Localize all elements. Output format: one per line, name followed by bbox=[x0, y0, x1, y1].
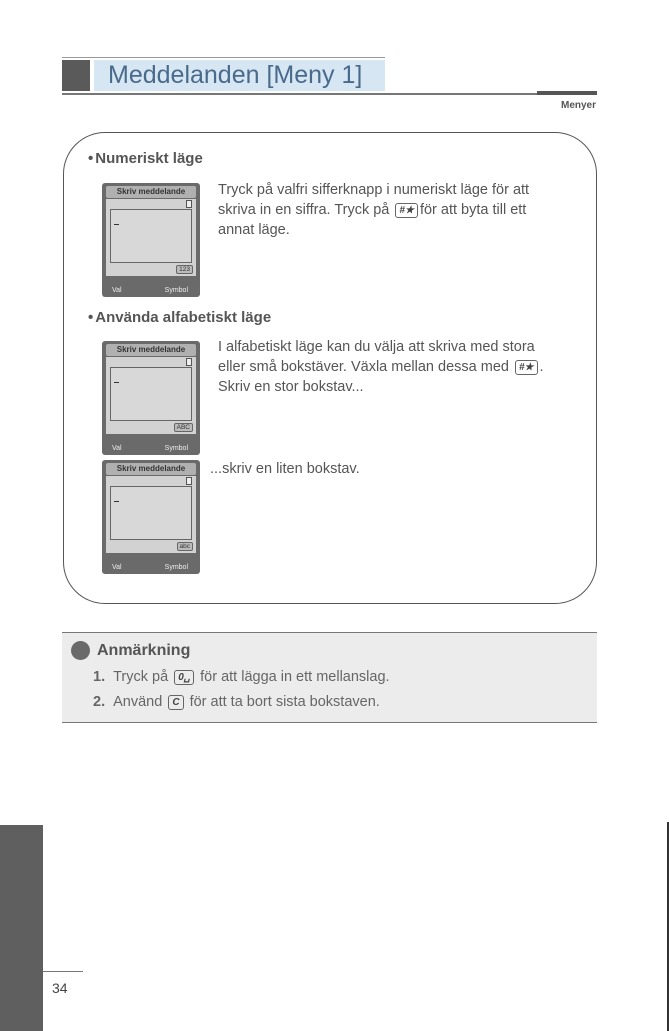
phone-screen-lowercase bbox=[102, 460, 200, 574]
note-item bbox=[93, 694, 380, 710]
phone-text-field bbox=[110, 486, 192, 540]
phone-screen-numeric bbox=[102, 183, 200, 297]
note-bullet-icon bbox=[71, 641, 90, 660]
softkey-left: Val bbox=[112, 287, 122, 294]
softkey-left: Val bbox=[112, 564, 122, 571]
alpha-heading-text: Använda alfabetiskt läge bbox=[95, 309, 272, 326]
clear-key-icon: C bbox=[168, 695, 183, 710]
document-icon bbox=[186, 477, 192, 485]
bullet-icon: • bbox=[88, 150, 94, 167]
note-item-text: för att ta bort sista bokstaven. bbox=[189, 694, 380, 710]
chapter-side-tab bbox=[0, 825, 43, 1031]
input-mode-indicator: ABC bbox=[174, 423, 193, 432]
phone-text-field bbox=[110, 367, 192, 421]
text-cursor bbox=[114, 224, 119, 225]
phone-display bbox=[106, 199, 196, 276]
section-label: Menyer bbox=[560, 100, 596, 111]
phone-display bbox=[106, 476, 196, 553]
softkey-right: Symbol bbox=[164, 287, 188, 294]
note-item bbox=[93, 669, 390, 685]
phone-display bbox=[106, 357, 196, 434]
numeric-heading-text: Numeriskt läge bbox=[95, 150, 203, 167]
note-item-number: 1. bbox=[93, 669, 106, 685]
page-number: 34 bbox=[52, 980, 68, 996]
text-cursor bbox=[114, 382, 119, 383]
document-icon bbox=[186, 200, 192, 208]
alpha-text-1: I alfabetiskt läge kan du välja att skriva med stora eller små bokstäver. Växla mellan dessa med bbox=[218, 339, 535, 375]
note-item-text: Tryck på bbox=[113, 669, 169, 685]
input-mode-indicator: 123 bbox=[176, 265, 193, 274]
phone-title: Skriv meddelande bbox=[106, 344, 196, 356]
phone-screen-uppercase bbox=[102, 341, 200, 455]
lowercase-description: ...skriv en liten bokstav. bbox=[210, 461, 360, 477]
numeric-heading bbox=[88, 150, 203, 167]
alpha-description bbox=[218, 337, 548, 397]
softkey-right: Symbol bbox=[164, 564, 188, 571]
alpha-text-2: . Skriv en stor bokstav... bbox=[218, 359, 544, 395]
page-title: Meddelanden [Meny 1] bbox=[108, 61, 363, 89]
input-mode-indicator: abc bbox=[177, 542, 193, 551]
header-square-marker bbox=[62, 60, 90, 91]
note-item-text: för att lägga in ett mellanslag. bbox=[200, 669, 390, 685]
hash-key-icon: #★ bbox=[515, 360, 538, 375]
phone-title: Skriv meddelande bbox=[106, 463, 196, 475]
numeric-text-1: Tryck på valfri sifferknapp i numeriskt läge för att skriva in en siffra. Tryck på bbox=[218, 182, 530, 218]
note-item-number: 2. bbox=[93, 694, 106, 710]
numeric-text-2: för att byta till ett annat läge. bbox=[218, 202, 527, 238]
note-title: Anmärkning bbox=[97, 642, 191, 659]
softkey-right: Symbol bbox=[164, 445, 188, 452]
alpha-heading bbox=[88, 309, 271, 326]
page-number-rule bbox=[43, 971, 83, 972]
phone-title: Skriv meddelande bbox=[106, 186, 196, 198]
bullet-icon: • bbox=[88, 309, 94, 326]
header-top-line bbox=[62, 57, 385, 58]
phone-text-field bbox=[110, 209, 192, 263]
header-separator bbox=[91, 60, 93, 91]
header-rule-tab bbox=[537, 91, 597, 95]
space-key-icon: 0␣ bbox=[174, 670, 194, 685]
header-rule bbox=[62, 93, 597, 95]
hash-key-icon: #★ bbox=[395, 203, 418, 218]
text-cursor bbox=[114, 501, 119, 502]
softkey-left: Val bbox=[112, 445, 122, 452]
note-item-text: Använd bbox=[113, 694, 163, 710]
numeric-description bbox=[218, 180, 548, 240]
document-icon bbox=[186, 358, 192, 366]
